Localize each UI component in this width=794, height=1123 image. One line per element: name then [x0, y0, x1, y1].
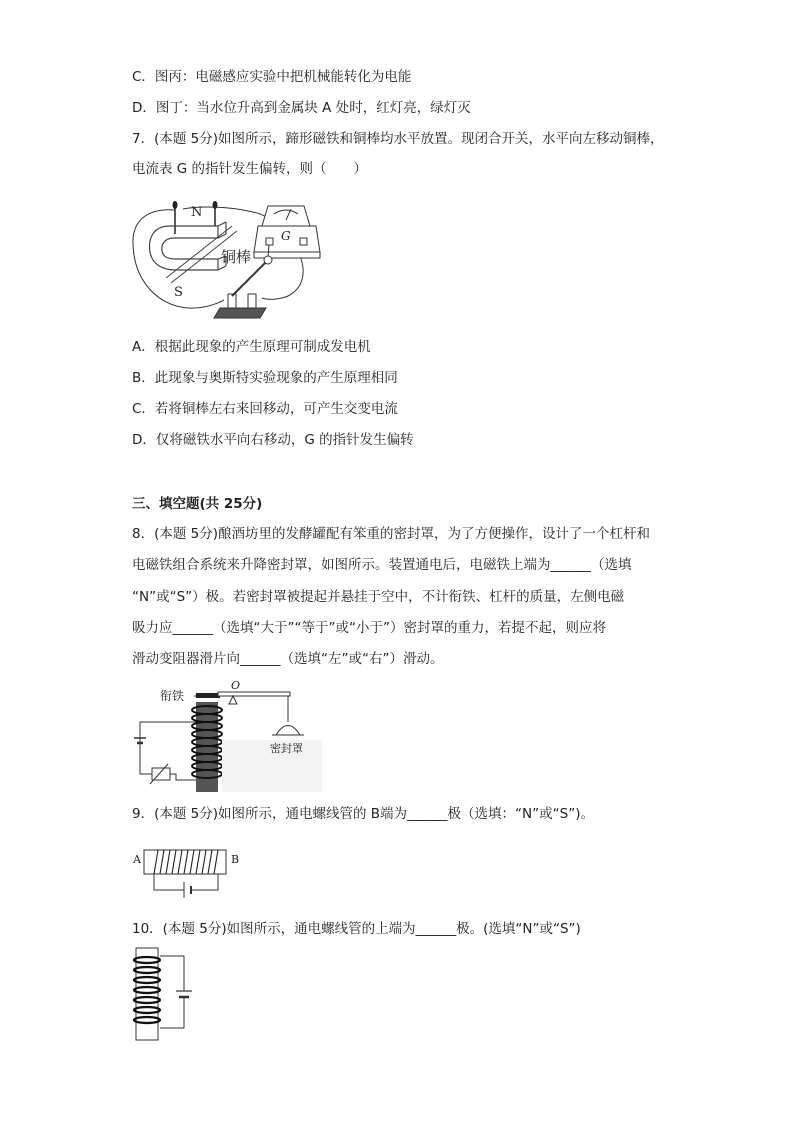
- sealing-cover: [276, 726, 300, 736]
- solenoid-end-b: B: [231, 853, 240, 866]
- pivot-label-o: O: [231, 680, 241, 692]
- solenoid-end-a: A: [133, 853, 141, 866]
- q7-figure: [128, 196, 328, 322]
- q6-option-d: D．图丁：当水位升高到金属块 A 处时，红灯亮，绿灯灭: [132, 100, 471, 116]
- q8-line1: 8．(本题 5分)酿酒坊里的发酵罐配有笨重的密封罩，为了方便操作，设计了一个杠杆和: [132, 526, 651, 542]
- q7-stem-line2: 电流表 G 的指针发生偏转，则（ ）: [132, 161, 368, 177]
- section-title: 三、填空题(共 25分): [132, 496, 263, 512]
- horseshoe-magnet: [150, 222, 226, 270]
- q10-figure: [130, 946, 212, 1044]
- galvanometer-label: G: [281, 229, 291, 243]
- q8-figure: [130, 680, 330, 794]
- magnet-label-n: N: [191, 205, 203, 220]
- q6-option-c: C．图丙：电磁感应实验中把机械能转化为电能: [132, 69, 412, 85]
- q9-circuit: [154, 874, 218, 898]
- pivot: [229, 696, 237, 704]
- q8-line3: “N”或“S”）极。若密封罩被提起并悬挂于空中，不计衔铁、杠杆的质量，左侧电磁: [132, 589, 625, 605]
- q9-figure: [130, 846, 250, 904]
- q8-circuit: [134, 722, 196, 784]
- q7-option-d: D．仅将磁铁水平向右移动，G 的指针发生偏转: [132, 432, 414, 448]
- q7-stem-line1: 7．(本题 5分)如图所示，蹄形磁铁和铜棒均水平放置。现闭合开关，水平向左移动铜棒，: [132, 131, 664, 147]
- armature-label: 衔铁: [160, 689, 185, 703]
- rod-label: 铜棒: [221, 248, 252, 266]
- q7-option-c: C．若将铜棒左右来回移动，可产生交变电流: [132, 401, 398, 417]
- cover-label: 密封罩: [270, 742, 303, 755]
- q9-stem: 9．(本题 5分)如图所示，通电螺线管的 B端为______极（选填：“N”或“S”)。: [132, 806, 594, 822]
- wire-probe-right: [213, 201, 218, 209]
- armature: [196, 693, 220, 698]
- q8-line5: 滑动变阻器滑片向______（选填“左”或“右”）滑动。: [132, 651, 444, 667]
- q7-option-a: A．根据此现象的产生原理可制成发电机: [132, 339, 371, 355]
- q10-stem: 10．(本题 5分)如图所示，通电螺线管的上端为______极。(选填“N”或“S”): [132, 921, 581, 937]
- q8-line2: 电磁铁组合系统来升降密封罩，如图所示。装置通电后，电磁铁上端为______（选填: [132, 557, 632, 573]
- lever: [218, 692, 290, 696]
- q7-option-b: B．此现象与奥斯特实验现象的产生原理相同: [132, 370, 398, 386]
- magnet-label-s: S: [174, 285, 183, 300]
- q10-circuit: [160, 956, 192, 1028]
- q8-line4: 吸力应______（选填“大于”“等于”或“小于”）密封罩的重力，若提不起，则应将: [132, 620, 606, 636]
- wire-probe-left: [173, 201, 178, 209]
